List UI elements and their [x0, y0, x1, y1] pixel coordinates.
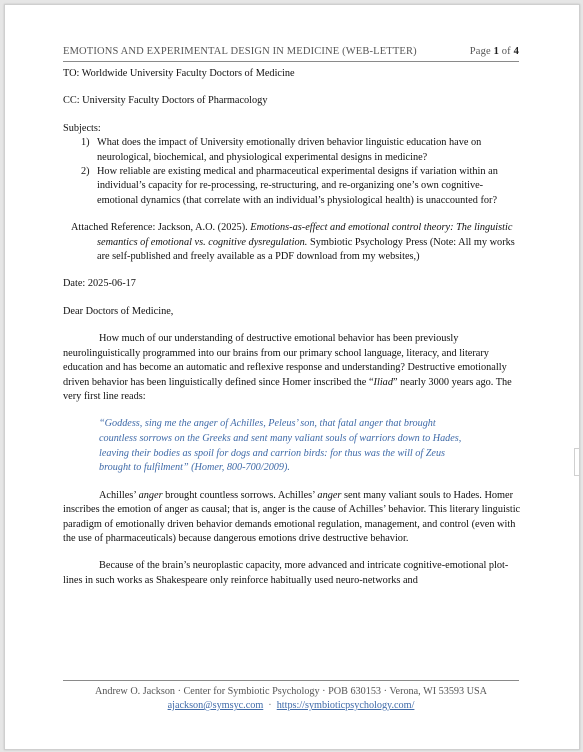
reference-publisher: Symbiotic Psychology Press	[307, 236, 428, 248]
paragraph-3: Because of the brain’s neuroplastic capacity, more advanced and intricate cognitive-emotional plot-lines in such works as Shakespeare only reinforce habitually used neuro-networks and	[63, 560, 509, 586]
subjects-list	[63, 136, 521, 208]
quote-text: “Goddess, sing me the anger of Achilles, Peleus’ son, that fatal anger that brought countless sorrows on the Greeks and sent many valiant souls of warriors down to Hades, leaving their bodies as spoil for dogs and carrion birds: for thus was the will of Zeus brought to fulfilment” (Homer, 800-700/2009).	[99, 418, 462, 474]
salutation: Dear Doctors of Medicine,	[63, 305, 174, 317]
homer-quote	[63, 417, 521, 475]
paragraph-text: sent many valiant souls to Hades. Homer inscribes the emotion of anger as causal; that is, anger is the cause of Achilles’ behavior. This literary linguistic paradigm of emotionally driven behavior demands emotional regulation, management, and control (even with the use of pharmaceuticals) because dangerous emotions drive destructive behavior.	[63, 489, 521, 544]
emphasis-anger: anger	[138, 489, 163, 501]
subjects-label: Subjects:	[63, 122, 101, 134]
subject-text: How reliable are existing medical and pharmaceutical experimental designs if variation within an individual’s capacity for re-processing, re-structuring, and re-organizing one’s own cognitive-emotional dynamics (that correlate with an individual’s physiological health) is unaccounted for?	[97, 166, 498, 206]
paragraph-text: ” nearly 3000 years ago. The very first line reads:	[63, 376, 512, 402]
attached-reference	[67, 221, 521, 264]
paragraph-text: How much of our understanding of destructive emotional behavior has been previously neurolinguistically programmed into our brains from our primary school language, literacy, and literary education and has become an automatic and reflexive response and understanding? Destructive emotionally driven behavior has been linguistically defined since Homer inscribed the “	[63, 333, 507, 388]
page-header	[63, 43, 519, 62]
reference-title: Emotions-as-effect and emotional control theory: The linguistic semantics of emotional vs. cognitive dysregulation.	[97, 222, 513, 248]
page-prefix: Page	[469, 46, 494, 57]
page-number	[470, 46, 519, 57]
page-footer	[63, 680, 519, 711]
emphasis-anger: anger	[317, 489, 342, 501]
cc-line: CC: University Faculty Doctors of Pharmacology	[63, 95, 268, 107]
paragraph-1	[63, 332, 521, 404]
header-title: EMOTIONS AND EXPERIMENTAL DESIGN IN MEDICINE (WEB-LETTER)	[63, 46, 417, 57]
subject-number: 2)	[81, 166, 90, 178]
scroll-edge-handle[interactable]	[574, 448, 579, 476]
document-page	[4, 4, 580, 750]
paragraph-text: brought countless sorrows. Achilles’	[162, 489, 318, 501]
footer-links	[63, 700, 519, 711]
page-current: 1	[493, 46, 499, 57]
subject-text: What does the impact of University emotionally driven behavior linguistic education have on neurological, biochemical, and physiological experimental designs in medicine?	[97, 137, 482, 163]
reference-label: Attached Reference: Jackson, A.O. (2025).	[71, 222, 251, 234]
email-link[interactable]: ajackson@symsyc.com	[167, 700, 264, 711]
paragraph-2	[63, 489, 521, 547]
paragraph-text: Achilles’	[99, 489, 139, 501]
website-link[interactable]: https://symbioticpsychology.com/	[276, 700, 415, 711]
subject-item	[63, 136, 521, 165]
date-line: Date: 2025-06-17	[63, 278, 136, 290]
subject-item	[63, 165, 521, 208]
letter-body	[63, 67, 521, 588]
reference-note: (Note: All my works are self-published and freely available as a PDF download from my websites,)	[97, 236, 515, 263]
iliad-title: Iliad	[373, 376, 393, 388]
footer-separator: ·	[268, 700, 272, 711]
footer-address: Andrew O. Jackson · Center for Symbiotic Psychology · POB 630153 · Verona, WI 53593 USA	[94, 686, 488, 697]
to-line: TO: Worldwide University Faculty Doctors of Medicine	[63, 68, 295, 79]
page-of: of	[498, 46, 514, 57]
subject-number: 1)	[81, 137, 90, 149]
page-total: 4	[513, 46, 519, 57]
